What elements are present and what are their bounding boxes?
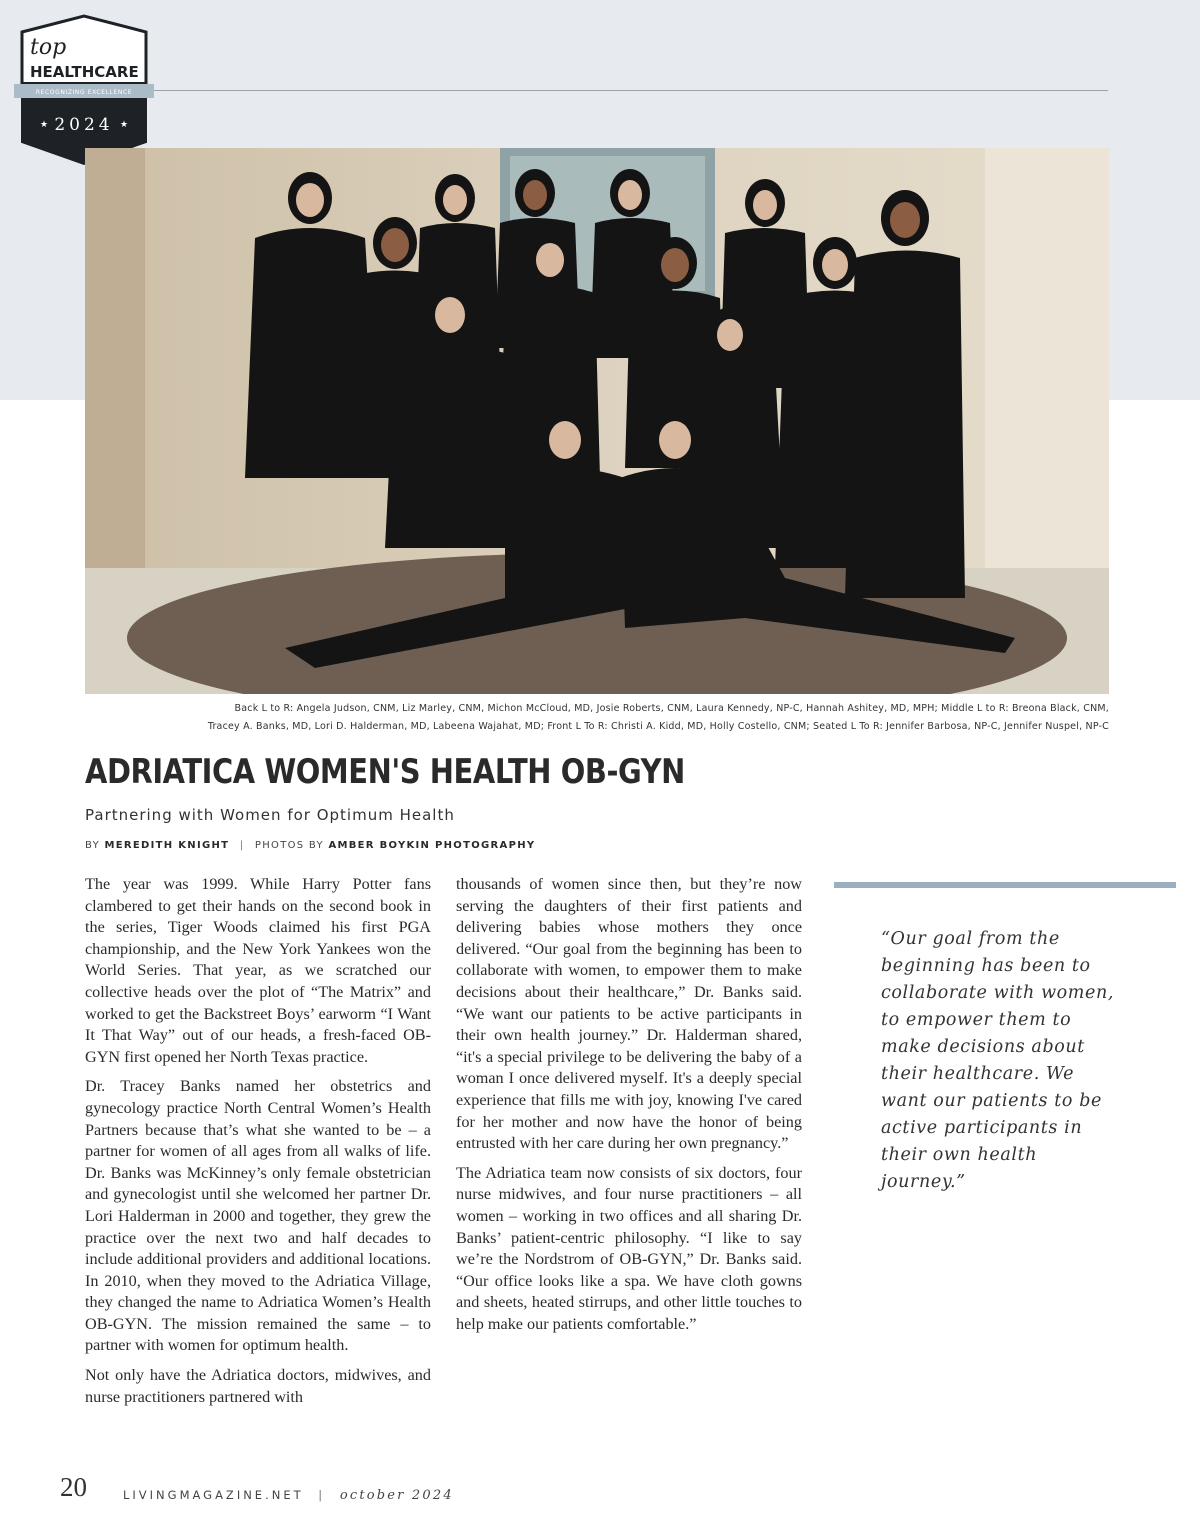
- footer-site: LIVINGMAGAZINE.NET: [123, 1488, 304, 1502]
- photo-caption: [85, 700, 1109, 736]
- author-name: MEREDITH KNIGHT: [104, 840, 230, 851]
- body-paragraph: The Adriatica team now consists of six doctors, four nurse midwives, and four nurse practitioners – all women – working in two offices and all sharing Dr. Banks’ patient-centric philosophy. “I like to say we’re the Nordstrom of OB-GYN,” Dr. Banks said. “Our office looks like a spa. We have cloth gowns and sheets, heated stirrups, and other little touches to help make our patients comfortable.”: [456, 1163, 802, 1333]
- header-rule: [150, 90, 1108, 91]
- body-column-1: [85, 874, 431, 1416]
- by-label: BY: [85, 840, 101, 851]
- badge-star-left-icon: ★: [40, 120, 49, 130]
- caption-line-1: Back L to R: Angela Judson, CNM, Liz Marley, CNM, Michon McCloud, MD, Josie Roberts, CNM, Laura Kennedy, NP-C, Hannah Ashitey, MD, MPH; Middle L to R: Breona Black, CNM,: [234, 703, 1109, 714]
- body-paragraph: The year was 1999. While Harry Potter fans clambered to get their hands on the second book in the series, Tiger Woods claimed his first PGA championship, and the New York Yankees won the World Series. That year, as we scratched our collective heads over the plot of “The Matrix” and worked to get the Backstreet Boys’ earworm “I Want It That Way” out of our heads, a fresh-faced OB-GYN first opened her North Texas practice.: [85, 875, 431, 1066]
- footer-separator: |: [318, 1488, 326, 1502]
- badge-year-text: 2024: [54, 115, 114, 135]
- byline-separator: |: [239, 840, 245, 851]
- badge-top-text: top: [30, 35, 67, 60]
- body-column-2: [456, 874, 802, 1343]
- page-number: 20: [60, 1472, 87, 1502]
- body-paragraph: Not only have the Adriatica doctors, midwives, and nurse practitioners partnered with: [85, 1366, 431, 1406]
- caption-line-2: Tracey A. Banks, MD, Lori D. Halderman, MD, Labeena Wajahat, MD; Front L To R: Christi A. Kidd, MD, Holly Costello, CNM; Seated L To R: Jennifer Barbosa, NP-C, Jennifer Nuspel, NP-C: [207, 721, 1109, 732]
- footer-issue: october 2024: [339, 1488, 454, 1503]
- photographer-name: AMBER BOYKIN PHOTOGRAPHY: [328, 840, 536, 851]
- photos-by-label: PHOTOS BY: [254, 840, 324, 851]
- group-photo-illustration: [85, 148, 1109, 694]
- pullquote-accent-bar: [834, 882, 1176, 888]
- badge-star-right-icon: ★: [120, 120, 129, 130]
- team-group-photo: [85, 148, 1109, 694]
- body-paragraph: Dr. Tracey Banks named her obstetrics and gynecology practice North Central Women’s Health Partners because that’s what she wanted to be – a partner for women of all ages from all walks of life. Dr. Banks was McKinney’s only female obstetrician and gynecologist until she welcomed her partner Dr. Lori Halderman in 2000 and together, they grew the practice over the next two and half decades to include additional providers and additional locations. In 2010, when they moved to the Adriatica Village, they changed the name to Adriatica Women’s Health OB-GYN. The mission remained the same – to partner with women for optimum health.: [85, 1077, 431, 1355]
- badge-shield-icon: [14, 14, 154, 166]
- article-title: ADRIATICA WOMEN'S HEALTH OB-GYN: [85, 752, 685, 792]
- byline: [85, 840, 535, 851]
- body-paragraph: thousands of women since then, but they’re now serving the daughters of their first patients and delivering babies whose mothers they once delivered. “Our goal from the beginning has been to collaborate with women, to empower them to make decisions about their healthcare,” Dr. Banks said. “We want our patients to be active participants in their own health journey.” Dr. Halderman shared, “it's a special privilege to be delivering the baby of a woman I once delivered myself. It's a deeply special experience that fills me with joy, knowing I've cared for her mother and now have the honor of being entrusted with her care during her own pregnancy.”: [456, 875, 802, 1153]
- badge-ribbon-text: RECOGNIZING EXCELLENCE: [35, 89, 133, 96]
- pullquote: “Our goal from the beginning has been to collaborate with women, to empower them to make decisions about their healthcare. We want our patients to be active participants in their own health journey.”: [881, 929, 1114, 1192]
- badge-healthcare-text: HEALTHCARE: [30, 63, 139, 81]
- top-healthcare-badge: [14, 14, 154, 166]
- page-footer: [123, 1488, 454, 1503]
- article-subtitle: Partnering with Women for Optimum Health: [85, 806, 455, 824]
